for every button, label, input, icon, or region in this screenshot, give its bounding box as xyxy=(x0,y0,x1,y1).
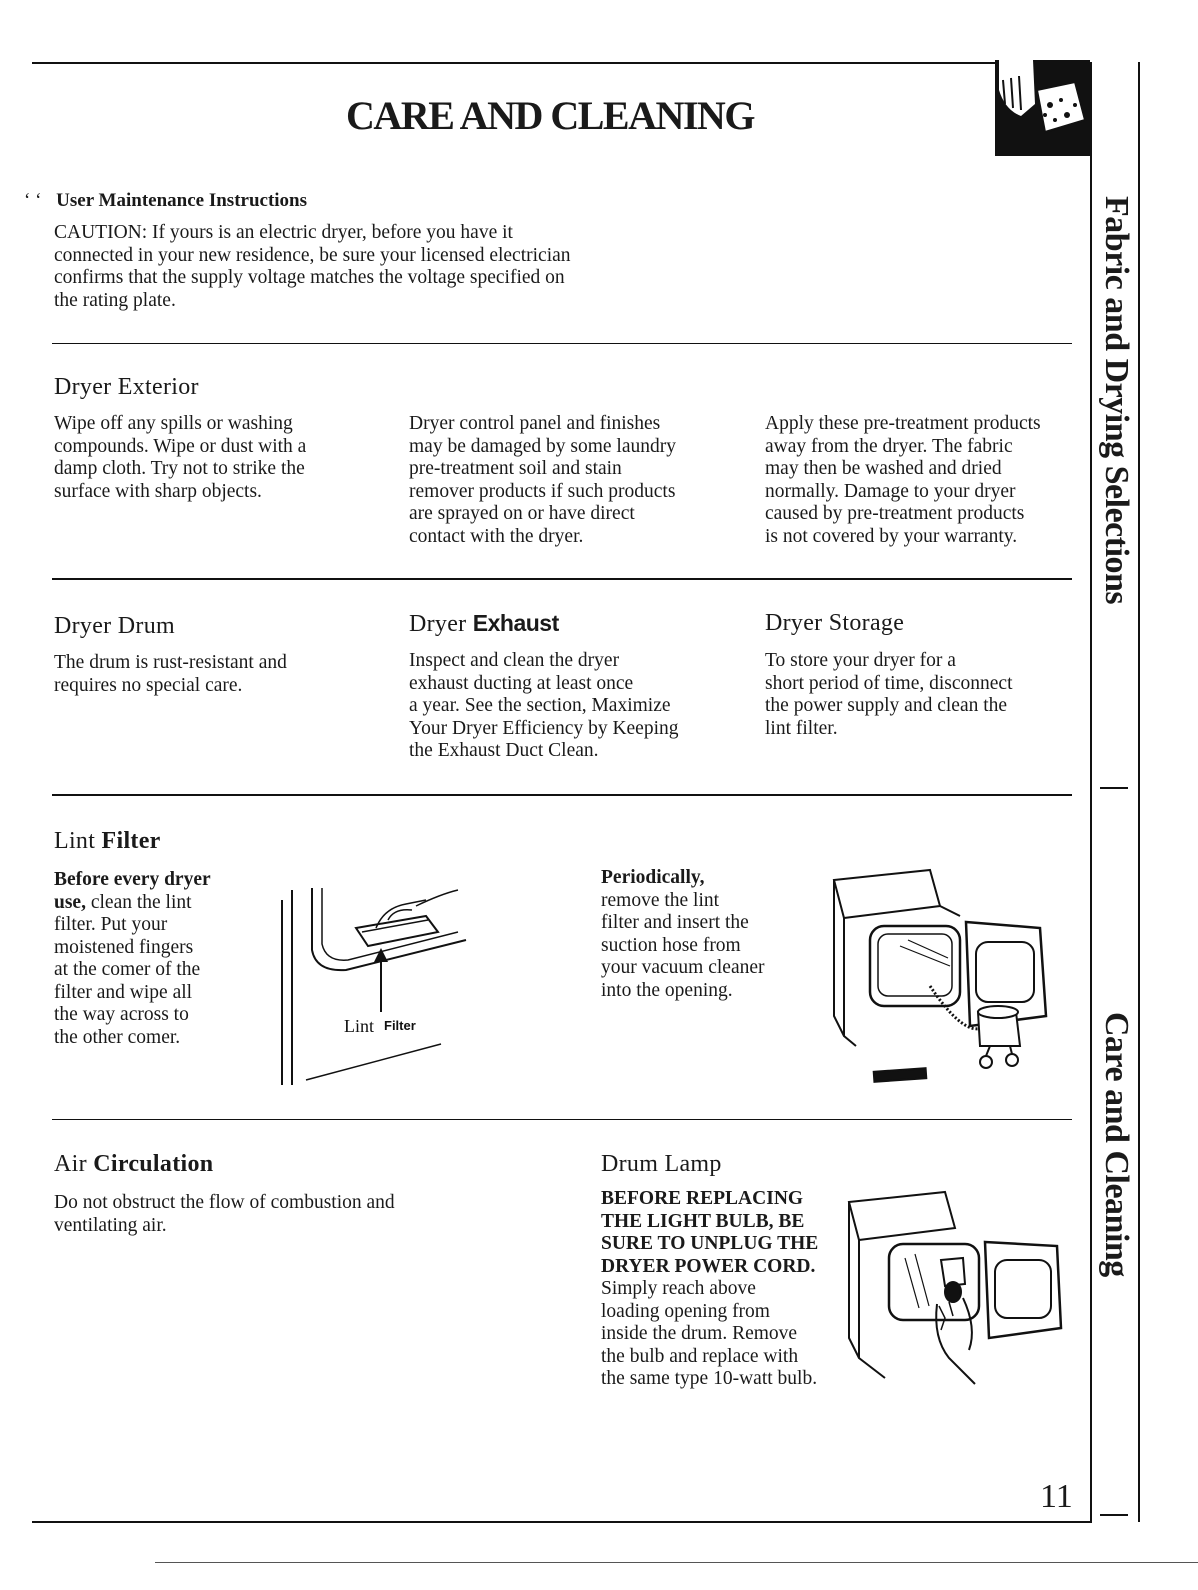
page-title: CARE AND CLEANING xyxy=(346,93,754,138)
rule-4 xyxy=(52,1119,1072,1120)
text-line: The drum is rust-resistant and xyxy=(54,652,287,673)
text-line: Dryer control panel and finishes xyxy=(409,413,661,434)
text-line: the Exhaust Duct Clean. xyxy=(409,740,599,761)
lamp-heading: Drum Lamp xyxy=(601,1151,722,1177)
text-line: contact with the dryer. xyxy=(409,525,584,547)
text-line: your vacuum cleaner xyxy=(601,957,765,978)
lint-heading-b: Filter xyxy=(101,828,161,854)
text-line: at the comer of the xyxy=(54,959,201,980)
text-line: pre-treatment soil and stain xyxy=(409,458,622,479)
text-line: remover products if such products xyxy=(409,480,676,502)
lint-heading-a: Lint xyxy=(54,828,96,854)
rule-3 xyxy=(52,794,1072,796)
periodic-text xyxy=(601,867,811,1002)
text-line: exhaust ducting at least once xyxy=(409,672,634,694)
text-line: requires no special care. xyxy=(54,674,243,696)
text-line: lint filter. xyxy=(765,717,838,739)
maintenance-title: User Maintenance Instructions xyxy=(56,190,308,211)
text-line: surface with sharp objects. xyxy=(54,480,262,502)
air-heading-a: Air xyxy=(54,1151,87,1177)
drum-heading: Dryer Drum xyxy=(54,613,175,639)
text-line: To store your dryer for a xyxy=(765,650,956,671)
lint-filter-illustration xyxy=(276,880,476,1090)
text-line: loading opening from xyxy=(601,1300,770,1322)
text-line: may then be washed and dried xyxy=(765,458,1002,479)
air-text xyxy=(54,1192,494,1237)
caution-label: CAUTION: xyxy=(54,222,148,243)
text-line: ventilating air. xyxy=(54,1214,167,1236)
side-tab-care: Care and Cleaning xyxy=(1098,1012,1135,1277)
quote-marks: ‘ ‘ xyxy=(24,190,42,211)
exhaust-heading-a: Dryer xyxy=(409,611,467,637)
text-line: are sprayed on or have direct xyxy=(409,503,635,524)
tab-divider xyxy=(1100,787,1128,789)
text-line: filter and insert the xyxy=(601,912,749,933)
text-line: inside the drum. Remove xyxy=(601,1323,798,1344)
bottom-tab-mark xyxy=(1100,1514,1128,1516)
drum-lamp-illustration xyxy=(845,1188,1075,1398)
warn-line: SURE TO UNPLUG THE xyxy=(601,1233,819,1254)
exterior-col2 xyxy=(409,413,749,548)
lint-caption-a: Lint xyxy=(344,1016,374,1036)
lint-text xyxy=(54,869,254,1049)
air-heading-b: Circulation xyxy=(93,1151,214,1177)
exhaust-heading xyxy=(409,610,559,638)
text-line: filter and wipe all xyxy=(54,981,193,1003)
text-line: Inspect and clean the dryer xyxy=(409,650,620,671)
exterior-heading: Dryer Exterior xyxy=(54,374,199,400)
text-line: Your Dryer Efficiency by Keeping xyxy=(409,717,679,739)
hand-sponge-icon xyxy=(995,60,1090,156)
caution-line-3: confirms that the supply voltage matches the voltage specified on xyxy=(54,267,565,288)
text-line: normally. Damage to your dryer xyxy=(765,480,1016,502)
storage-heading: Dryer Storage xyxy=(765,610,905,636)
text-line: the way across to xyxy=(54,1004,189,1025)
warn-line: THE LIGHT BULB, BE xyxy=(601,1210,805,1232)
bottom-rule xyxy=(32,1521,1092,1523)
exhaust-heading-b: Exhaust xyxy=(472,610,559,636)
caution-line-2: connected in your new residence, be sure your licensed electrician xyxy=(54,244,571,266)
text-line: a year. See the section, Maximize xyxy=(409,695,671,716)
text-line: away from the dryer. The fabric xyxy=(765,435,1013,457)
periodic-lead: Periodically, xyxy=(601,867,705,888)
warn-line: DRYER POWER CORD. xyxy=(601,1255,816,1277)
lint-line-1 xyxy=(54,892,254,915)
text-line: moistened fingers xyxy=(54,936,194,958)
text-line: filter. Put your xyxy=(54,914,168,935)
rule-2 xyxy=(52,578,1072,580)
text-line: remove the lint xyxy=(601,889,720,911)
text-line: the power supply and clean the xyxy=(765,695,1008,716)
page-number: 11 xyxy=(1040,1478,1073,1515)
text-line: clean the lint xyxy=(90,891,192,913)
caution-line-1 xyxy=(54,222,674,245)
text-line: Simply reach above xyxy=(601,1278,756,1299)
text-line: the bulb and replace with xyxy=(601,1345,799,1367)
dryer-vacuum-illustration xyxy=(830,866,1060,1091)
text-line: is not covered by your warranty. xyxy=(765,525,1018,547)
text-line: into the opening. xyxy=(601,979,733,1001)
text-line: Apply these pre-treatment products xyxy=(765,413,1041,434)
text-line: damp cloth. Try not to strike the xyxy=(54,458,305,479)
exhaust-text xyxy=(409,650,749,763)
caution-text-1: If yours is an electric dryer, before you have it xyxy=(152,222,513,243)
text-line: suction hose from xyxy=(601,934,741,956)
storage-text xyxy=(765,650,1085,740)
air-heading xyxy=(54,1151,213,1178)
text-line: Do not obstruct the flow of combustion and xyxy=(54,1192,395,1213)
lint-heading xyxy=(54,828,161,855)
top-rule xyxy=(32,62,1090,64)
text-line: caused by pre-treatment products xyxy=(765,503,1025,524)
side-tab-fabric: Fabric and Drying Selections xyxy=(1098,196,1135,605)
rule-1 xyxy=(52,343,1072,344)
caution-block xyxy=(54,222,674,312)
text-line: Wipe off any spills or washing xyxy=(54,413,293,434)
text-line: the other comer. xyxy=(54,1026,181,1048)
text-line: may be damaged by some laundry xyxy=(409,435,676,457)
outer-frame-line xyxy=(1138,62,1140,1522)
warn-line: BEFORE REPLACING xyxy=(601,1188,804,1209)
text-line: short period of time, disconnect xyxy=(765,672,1013,694)
maintenance-heading xyxy=(24,190,307,212)
caution-line-4: the rating plate. xyxy=(54,289,176,311)
right-frame-line xyxy=(1090,62,1092,1522)
exterior-col1 xyxy=(54,413,384,503)
drum-text xyxy=(54,652,374,697)
lint-lead-2: use, xyxy=(54,891,86,913)
lint-caption-b: Filter xyxy=(384,1018,416,1033)
text-line: the same type 10-watt bulb. xyxy=(601,1368,818,1389)
lint-lead-1: Before every dryer xyxy=(54,869,211,890)
footer-rule xyxy=(155,1562,1198,1563)
lamp-text xyxy=(601,1188,851,1391)
text-line: compounds. Wipe or dust with a xyxy=(54,435,307,457)
exterior-col3 xyxy=(765,413,1085,548)
